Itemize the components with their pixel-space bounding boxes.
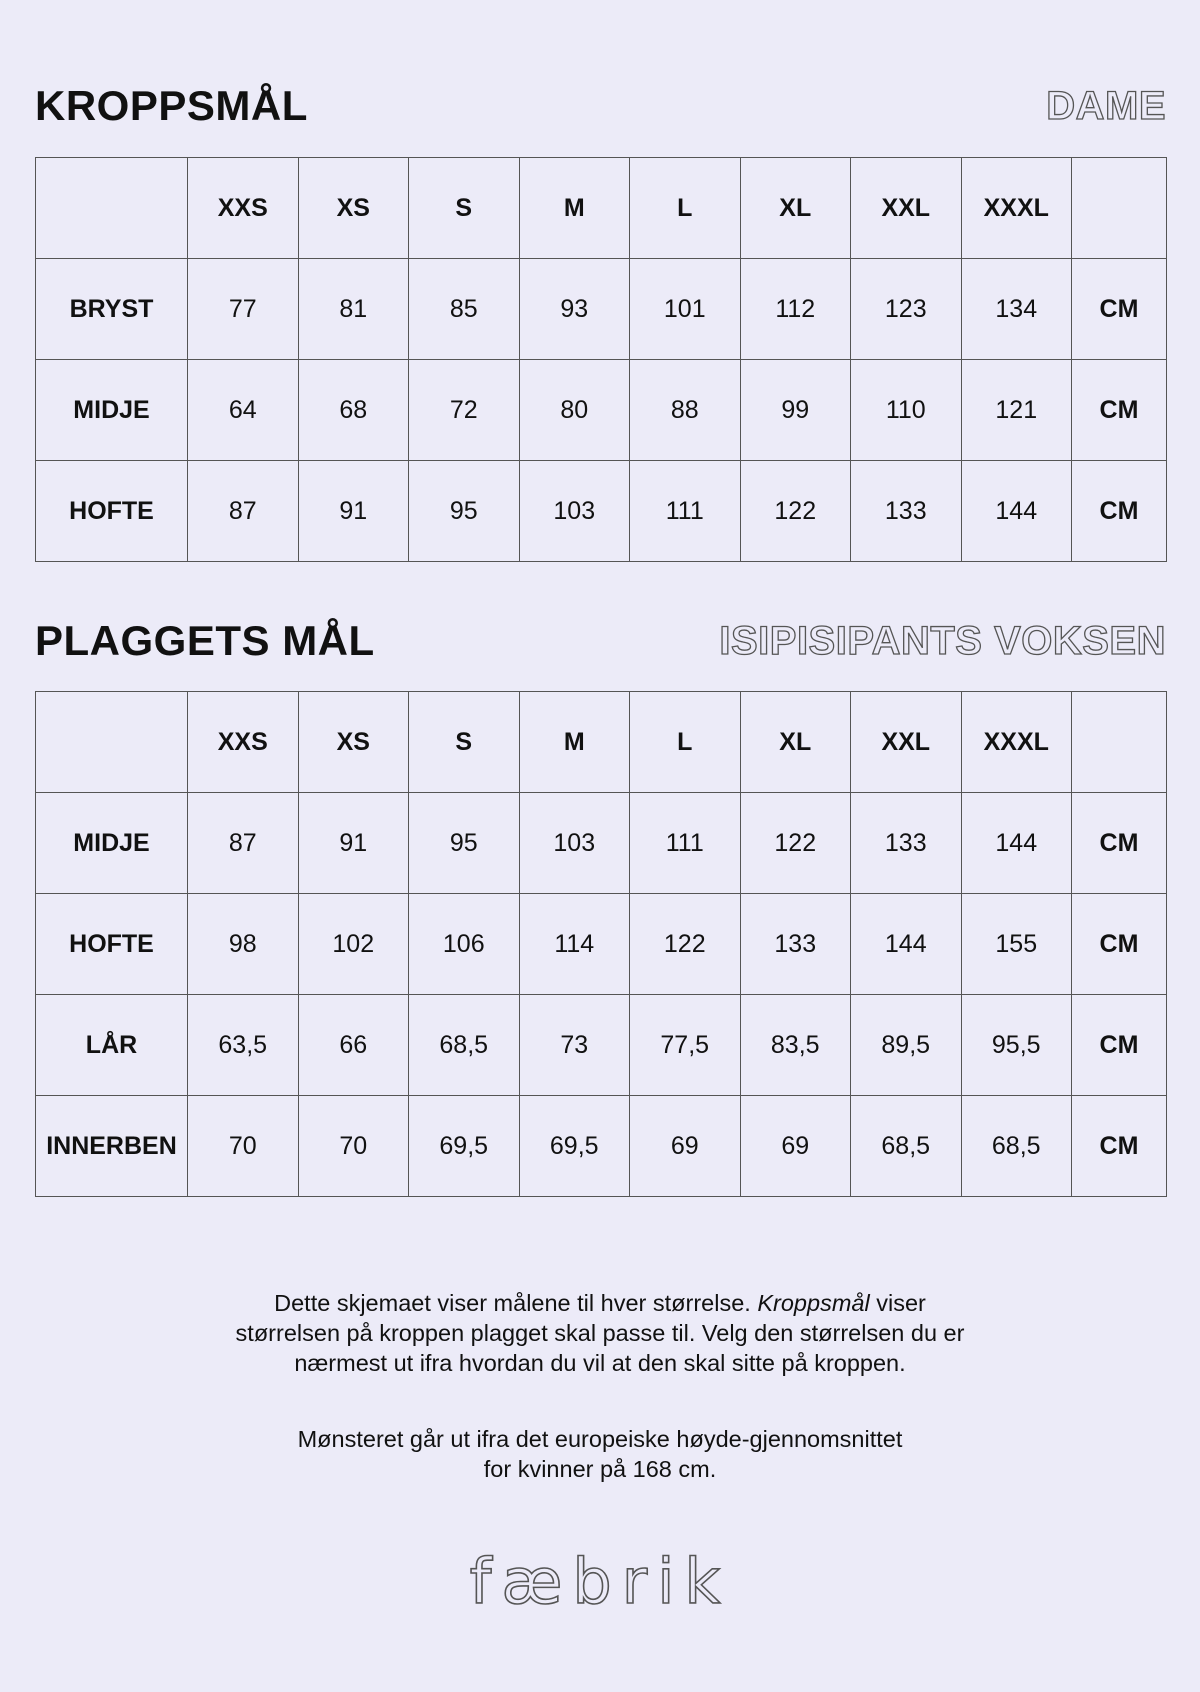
- unit-cell: CM: [1072, 1096, 1167, 1197]
- measurement-cell: 91: [298, 461, 409, 562]
- measurement-cell: 106: [409, 894, 520, 995]
- measurement-cell: 95: [409, 793, 520, 894]
- measurement-cell: 72: [409, 360, 520, 461]
- body-measurements-table: [35, 157, 1167, 562]
- measurement-cell: 69,5: [519, 1096, 630, 1197]
- section-title-body: KROPPSMÅL: [35, 82, 308, 129]
- size-header-row: [36, 692, 1167, 793]
- size-header-xxxl: XXXL: [961, 158, 1072, 259]
- measurement-cell: 68,5: [409, 995, 520, 1096]
- table-row: [36, 259, 1167, 360]
- measurement-cell: 111: [630, 461, 741, 562]
- measurement-cell: 133: [851, 461, 962, 562]
- measurement-cell: 64: [188, 360, 299, 461]
- row-label: INNERBEN: [36, 1096, 188, 1197]
- measurement-cell: 133: [740, 894, 851, 995]
- category-label: DAME: [1046, 83, 1166, 128]
- measurement-cell: 73: [519, 995, 630, 1096]
- product-label: ISIPISIPANTS VOKSEN: [719, 618, 1166, 663]
- measurement-cell: 144: [851, 894, 962, 995]
- measurement-cell: 95,5: [961, 995, 1072, 1096]
- size-header-row: [36, 158, 1167, 259]
- table-row: [36, 360, 1167, 461]
- measurement-cell: 88: [630, 360, 741, 461]
- measurement-cell: 91: [298, 793, 409, 894]
- size-header-l: L: [630, 158, 741, 259]
- measurement-cell: 122: [740, 793, 851, 894]
- measurement-cell: 69: [740, 1096, 851, 1197]
- section-title-garment: PLAGGETS MÅL: [35, 617, 375, 664]
- size-header-xs: XS: [298, 158, 409, 259]
- body-measurements-header: [35, 82, 1166, 130]
- row-label: MIDJE: [36, 793, 188, 894]
- unit-header-cell: [1072, 158, 1167, 259]
- measurement-cell: 83,5: [740, 995, 851, 1096]
- measurement-cell: 63,5: [188, 995, 299, 1096]
- garment-measurements-header: [35, 617, 1166, 665]
- size-header-l: L: [630, 692, 741, 793]
- measurement-cell: 133: [851, 793, 962, 894]
- measurement-cell: 103: [519, 793, 630, 894]
- measurement-cell: 111: [630, 793, 741, 894]
- footnote-line-4: Mønsteret går ut ifra det europeiske høyde-gjennomsnittet: [297, 1426, 903, 1452]
- table-row: [36, 793, 1167, 894]
- measurement-cell: 144: [961, 793, 1072, 894]
- measurement-cell: 81: [298, 259, 409, 360]
- row-label: LÅR: [36, 995, 188, 1096]
- unit-cell: CM: [1072, 360, 1167, 461]
- brand-logo-text: fæbrik: [469, 1545, 731, 1618]
- size-header-xxl: XXL: [851, 158, 962, 259]
- measurement-cell: 110: [851, 360, 962, 461]
- size-header-xs: XS: [298, 692, 409, 793]
- size-header-s: S: [409, 692, 520, 793]
- row-label: HOFTE: [36, 894, 188, 995]
- measurement-cell: 134: [961, 259, 1072, 360]
- size-header-xxl: XXL: [851, 692, 962, 793]
- row-label: MIDJE: [36, 360, 188, 461]
- measurement-cell: 123: [851, 259, 962, 360]
- measurement-cell: 89,5: [851, 995, 962, 1096]
- table-row: [36, 894, 1167, 995]
- measurement-cell: 68,5: [851, 1096, 962, 1197]
- measurement-cell: 77: [188, 259, 299, 360]
- footnote-line-3: nærmest ut ifra hvordan du vil at den skal sitte på kroppen.: [294, 1350, 906, 1376]
- garment-measurements-table: [35, 691, 1167, 1197]
- measurement-cell: 87: [188, 461, 299, 562]
- measurement-cell: 98: [188, 894, 299, 995]
- measurement-cell: 69: [630, 1096, 741, 1197]
- measurement-cell: 66: [298, 995, 409, 1096]
- size-header-xxs: XXS: [188, 158, 299, 259]
- size-header-m: M: [519, 692, 630, 793]
- size-header-m: M: [519, 158, 630, 259]
- measurement-cell: 114: [519, 894, 630, 995]
- table-row: [36, 461, 1167, 562]
- measurement-cell: 87: [188, 793, 299, 894]
- table-row: [36, 1096, 1167, 1197]
- measurement-cell: 103: [519, 461, 630, 562]
- unit-cell: CM: [1072, 259, 1167, 360]
- footnote: [100, 1288, 1100, 1484]
- measurement-cell: 101: [630, 259, 741, 360]
- measurement-cell: 69,5: [409, 1096, 520, 1197]
- row-label: HOFTE: [36, 461, 188, 562]
- corner-cell: [36, 158, 188, 259]
- size-header-xl: XL: [740, 158, 851, 259]
- unit-cell: CM: [1072, 793, 1167, 894]
- footnote-emphasis: Kroppsmål: [757, 1290, 870, 1316]
- unit-cell: CM: [1072, 461, 1167, 562]
- measurement-cell: 155: [961, 894, 1072, 995]
- measurement-cell: 95: [409, 461, 520, 562]
- unit-cell: CM: [1072, 894, 1167, 995]
- footnote-line-2: størrelsen på kroppen plagget skal passe til. Velg den størrelsen du er: [235, 1320, 965, 1346]
- measurement-cell: 70: [298, 1096, 409, 1197]
- measurement-cell: 112: [740, 259, 851, 360]
- brand-logo: [0, 1545, 1200, 1618]
- footnote-line-1: Dette skjemaet viser målene til hver størrelse. Kroppsmål viser: [274, 1290, 926, 1316]
- measurement-cell: 144: [961, 461, 1072, 562]
- measurement-cell: 102: [298, 894, 409, 995]
- measurement-cell: 80: [519, 360, 630, 461]
- measurement-cell: 70: [188, 1096, 299, 1197]
- size-header-xxs: XXS: [188, 692, 299, 793]
- measurement-cell: 99: [740, 360, 851, 461]
- row-label: BRYST: [36, 259, 188, 360]
- measurement-cell: 122: [630, 894, 741, 995]
- corner-cell: [36, 692, 188, 793]
- unit-cell: CM: [1072, 995, 1167, 1096]
- measurement-cell: 68,5: [961, 1096, 1072, 1197]
- measurement-cell: 122: [740, 461, 851, 562]
- footnote-line-5: for kvinner på 168 cm.: [483, 1456, 717, 1482]
- size-header-s: S: [409, 158, 520, 259]
- measurement-cell: 68: [298, 360, 409, 461]
- unit-header-cell: [1072, 692, 1167, 793]
- measurement-cell: 77,5: [630, 995, 741, 1096]
- size-header-xxxl: XXXL: [961, 692, 1072, 793]
- measurement-cell: 85: [409, 259, 520, 360]
- measurement-cell: 93: [519, 259, 630, 360]
- size-header-xl: XL: [740, 692, 851, 793]
- table-row: [36, 995, 1167, 1096]
- measurement-cell: 121: [961, 360, 1072, 461]
